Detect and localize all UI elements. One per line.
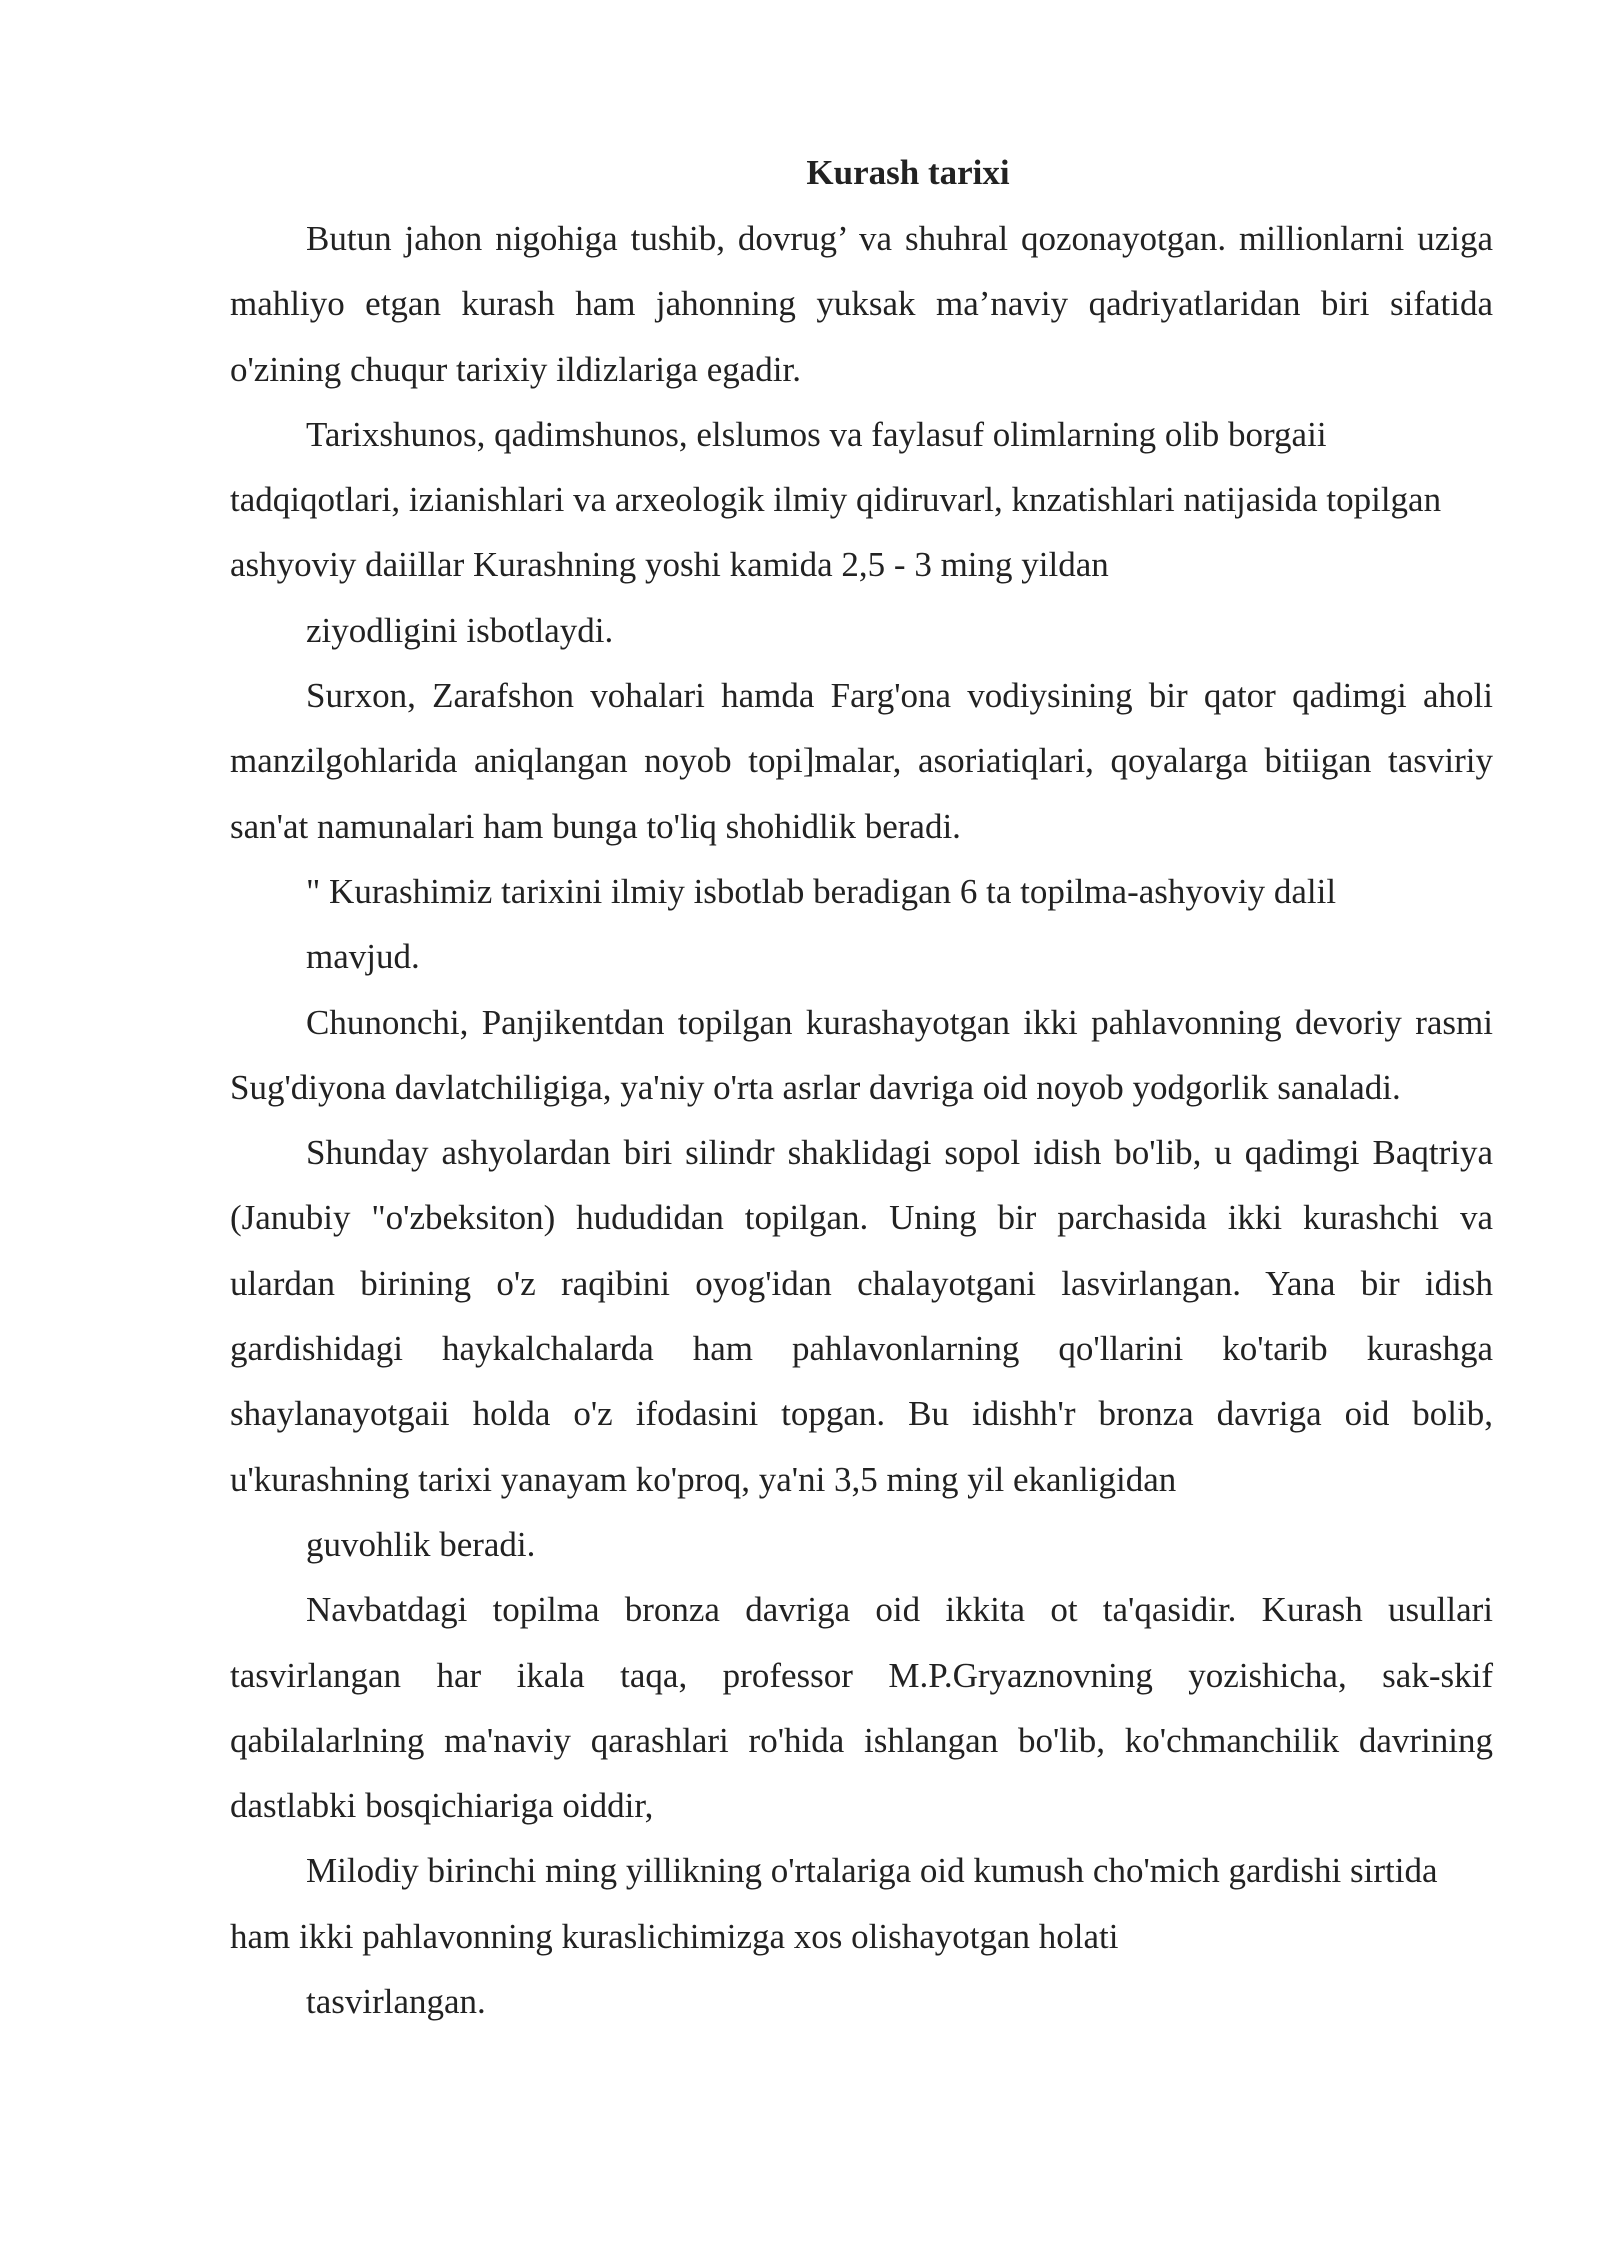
paragraph-regions: Surxon, Zarafshon vohalari hamda Farg'ona vodiysining bir qator qadimgi aholi manzilgohlarida aniqlangan noyob topi]malar, asoriatiqlari, qoyalarga bitiigan tasviriy san'at namunalari ham bunga to'liq shohidlik beradi.: [230, 676, 1493, 846]
paragraph-panjikent: Chunonchi, Panjikentdan topilgan kurashayotgan ikki pahlavonning devoriy rasmi Sug'diyona davlatchiligiga, ya'niy o'rta asrlar davriga oid noyob yodgorlik sanaladi.: [230, 1002, 1493, 1107]
paragraph-silver-ladle-continued: tasvirlangan.: [306, 1982, 486, 2022]
paragraph-intro: Butun jahon nigohiga tushib, dovrug’ va shuhral qozonayotgan. millionlarni uziga mahliyo etgan kurash ham jahonning yuksak ma’naviy qadriyatlaridan biri sifatida o'zining chuqur tarixiy ildizlariga egadir.: [230, 219, 1493, 389]
paragraph-baktria-vessel: Shunday ashyolardan biri silindr shaklidagi sopol idish bo'lib, u qadimgi Baqtriya (Janubiy "o'zbeksiton) hududidan topilgan. Uning bir parchasida ikki kurashchi va ulardan birining o'z raqibini oyog'idan chalayotgani lasvirlangan. Yana bir idish gardishidagi haykalchalarda ham pahlavonlarning qo'llarini ko'tarib kurashga shaylanayotgaii holda o'z ifodasini topgan. Bu idishh'r bronza davriga oid bolib, u'kurashning tarixi yanayam ko'proq, ya'ni 3,5 ming yil ekanligidan: [230, 1133, 1493, 1499]
paragraph-evidence-count-continued: mavjud.: [306, 937, 420, 977]
document-title: Kurash tarixi: [806, 153, 1010, 192]
paragraph-silver-ladle: Milodiy birinchi ming yillikning o'rtalariga oid kumush cho'mich gardishi sirtida ham ikki pahlavonning kuraslichimizga xos olishayotgan holati: [230, 1851, 1438, 1956]
paragraph-scholars: Tarixshunos, qadimshunos, elslumos va faylasuf olimlarning olib borgaii tadqiqotlari, izianishlari va arxeologik ilmiy qidiruvarl, knzatishlari natijasida topilgan ashyoviy daiillar Kurashning yoshi kamida 2,5 - 3 ming yildan: [230, 414, 1442, 585]
paragraph-evidence-count: " Kurashimiz tarixini ilmiy isbotlab beradigan 6 ta topilma-ashyoviy dalil: [306, 871, 1337, 911]
document-page: [230, 148, 1493, 2034]
paragraph-horseshoes: Navbatdagi topilma bronza davriga oid ikkita ot ta'qasidir. Kurash usullari tasvirlangan har ikala taqa, professor M.P.Gryaznovning yozishicha, sak-skif qabilalarlning ma'naviy qarashlari ro'hida ishlangan bo'lib, ko'chmanchilik davrining dastlabki bosqichiariga oiddir,: [230, 1590, 1493, 1826]
paragraph-scholars-continued: ziyodligini isbotlaydi.: [306, 610, 614, 650]
paragraph-baktria-vessel-continued: guvohlik beradi.: [306, 1524, 536, 1564]
